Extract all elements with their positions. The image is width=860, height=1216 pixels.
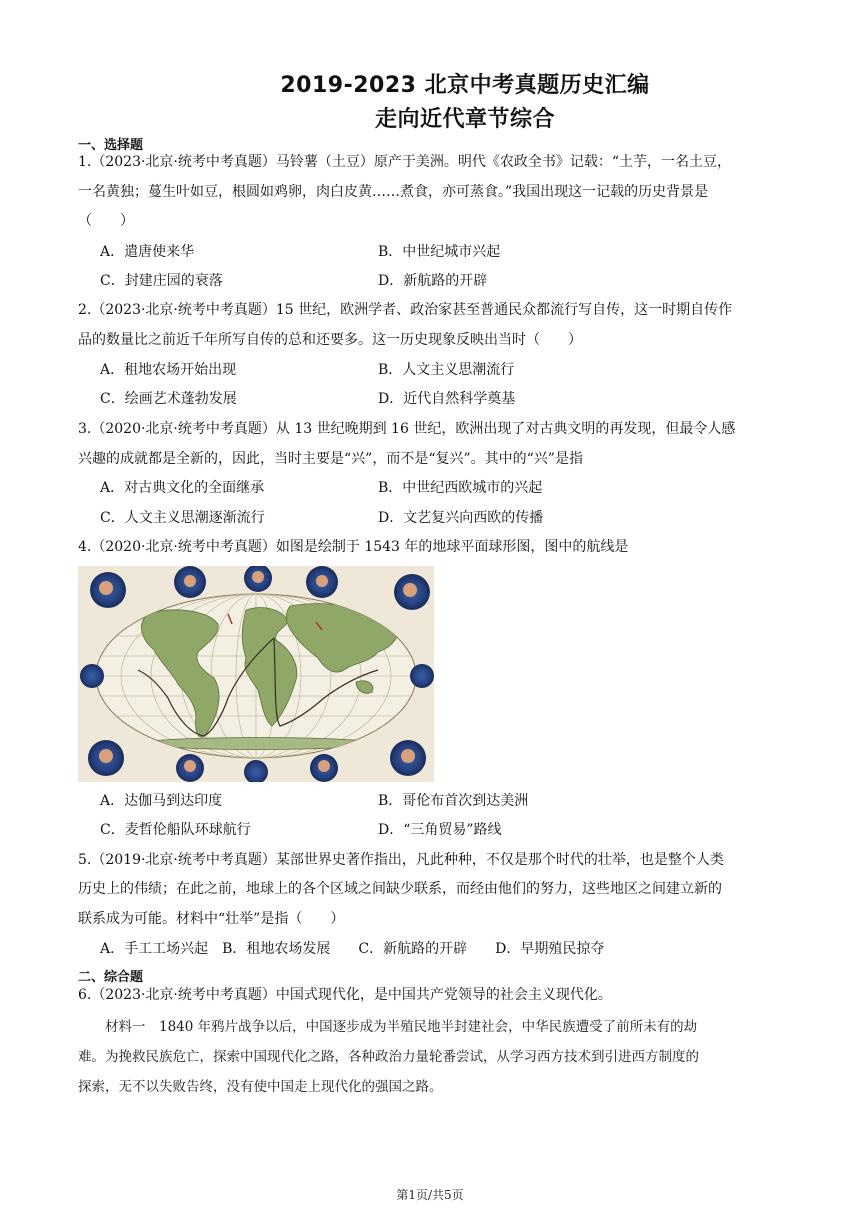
question-2-option-b[interactable]: B．人文主义思潮流行 <box>378 362 515 378</box>
question-2-option-a[interactable]: A．租地农场开始出现 <box>100 362 237 378</box>
question-4-option-a[interactable]: A．达伽马到达印度 <box>100 793 223 809</box>
question-1-text: 1.（2023·北京·统考中考真题）马铃薯（土豆）原产于美洲。明代《农政全书》记载：“土芋，一名土豆， <box>78 154 732 170</box>
question-3-text: 3.（2020·北京·统考中考真题）从 13 世纪晚期到 16 世纪，欧洲出现了对古典文明的再发现，但最令人感 <box>78 421 736 437</box>
question-3-option-a[interactable]: A．对古典文化的全面继承 <box>100 480 265 496</box>
question-1-option-c[interactable]: C．封建庄园的衰落 <box>100 273 223 289</box>
question-5-options[interactable]: A．手工工场兴起 B．租地农场发展 C．新航路的开辟 D．早期殖民掠夺 <box>100 941 605 957</box>
question-5-text: 5.（2019·北京·统考中考真题）某部世界史著作指出，凡此种种，不仅是那个时代的壮举，也是整个人类 <box>78 852 724 868</box>
question-2-option-d[interactable]: D．近代自然科学奠基 <box>378 391 516 407</box>
question-3-option-c[interactable]: C．人文主义思潮逐渐流行 <box>100 510 265 526</box>
page-title: 2019-2023 北京中考真题历史汇编 <box>280 73 650 98</box>
question-4-text: 4.（2020·北京·统考中考真题）如图是绘制于 1543 年的地球平面球形图，图中的航线是 <box>78 539 629 555</box>
world-map-illustration <box>78 566 434 782</box>
question-1-option-d[interactable]: D．新航路的开辟 <box>378 273 488 289</box>
question-4-option-d[interactable]: D．“三角贸易”路线 <box>378 822 502 838</box>
question-4-option-c[interactable]: C．麦哲伦船队环球航行 <box>100 822 251 838</box>
question-3-option-d[interactable]: D．文艺复兴向西欧的传播 <box>378 510 544 526</box>
question-6-text: 6.（2023·北京·统考中考真题）中国式现代化，是中国共产党领导的社会主义现代化。 <box>78 987 612 1003</box>
page-number-footer: 第1页/共5页 <box>396 1188 464 1202</box>
question-5-text-2: 历史上的伟绩；在此之前，地球上的各个区域之间缺少联系，而经由他们的努力，这些地区之间建立新的 <box>78 881 722 897</box>
material-one-line-3: 探索，无不以失败告终，没有使中国走上现代化的强国之路。 <box>78 1079 443 1095</box>
question-4-option-b[interactable]: B．哥伦布首次到达美洲 <box>378 793 529 809</box>
question-2-option-c[interactable]: C．绘画艺术蓬勃发展 <box>100 391 237 407</box>
question-3-text-2: 兴趣的成就都是全新的，因此，当时主要是“兴”，而不是“复兴”。其中的“兴”是指 <box>78 451 583 467</box>
page-subtitle: 走向近代章节综合 <box>374 107 555 132</box>
section-heading-comprehensive: 二、综合题 <box>78 970 144 985</box>
world-map-1543-image <box>78 566 434 782</box>
section-heading-choice: 一、选择题 <box>78 138 144 153</box>
material-one-line-1: 材料一 1840 年鸦片战争以后，中国逐步成为半殖民地半封建社会，中华民族遭受了前所未有的劫 <box>78 1019 698 1035</box>
question-1-text-3: （ ） <box>78 213 134 229</box>
question-1-option-a[interactable]: A．遣唐使来华 <box>100 244 195 260</box>
question-2-text: 2.（2023·北京·统考中考真题）15 世纪，欧洲学者、政治家甚至普通民众都流行写自传，这一时期自传作 <box>78 302 733 318</box>
question-3-option-b[interactable]: B．中世纪西欧城市的兴起 <box>378 480 543 496</box>
question-1-option-b[interactable]: B．中世纪城市兴起 <box>378 244 501 260</box>
material-one-line-2: 难。为挽救民族危亡，探索中国现代化之路，各种政治力量轮番尝试，从学习西方技术到引进西方制度的 <box>78 1049 699 1065</box>
question-2-text-2: 品的数量比之前近千年所写自传的总和还要多。这一历史现象反映出当时（ ） <box>78 332 582 348</box>
question-5-text-3: 联系成为可能。材料中“壮举”是指（ ） <box>78 911 345 927</box>
question-1-text-2: 一名黄独；蔓生叶如豆，根圆如鸡卵，肉白皮黄……煮食，亦可蒸食。”我国出现这一记载的历史背景是 <box>78 184 709 200</box>
